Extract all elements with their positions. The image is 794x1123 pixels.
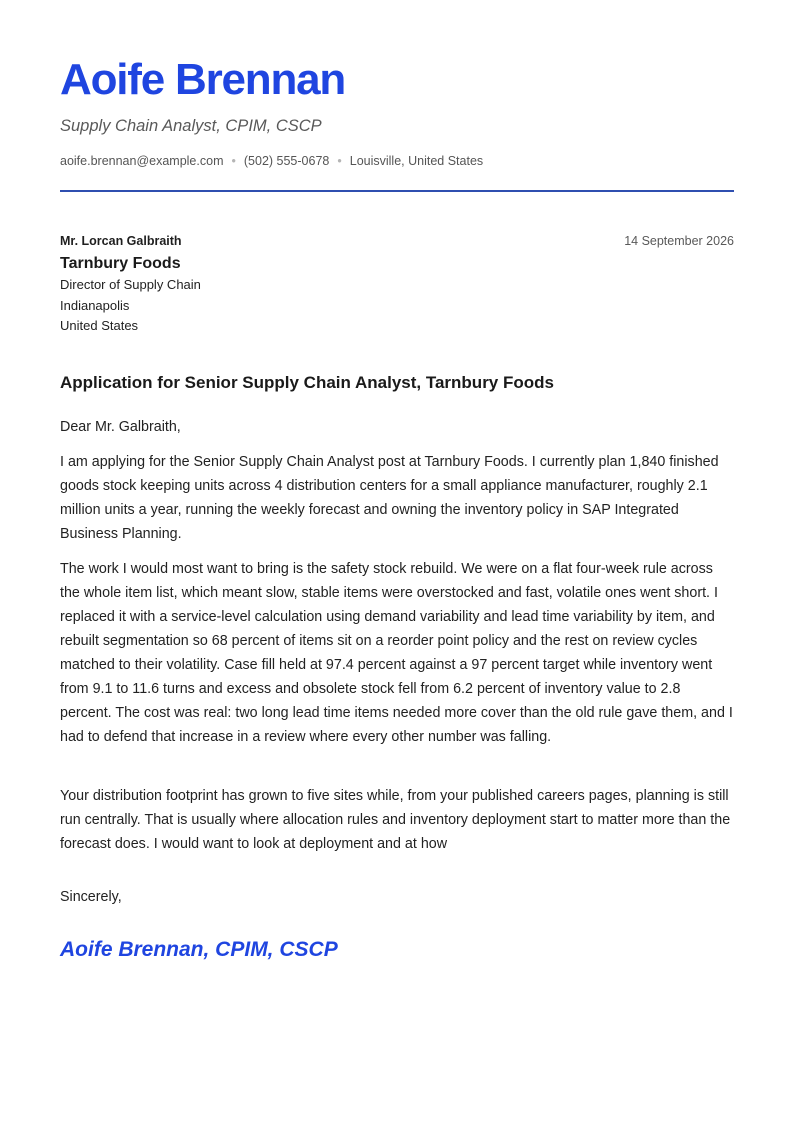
contact-phone: (502) 555-0678	[243, 154, 330, 168]
recipient-company: Tarnbury Foods	[60, 255, 181, 272]
contact-line	[60, 152, 483, 170]
recipient-title: Director of Supply Chain	[60, 277, 201, 292]
recipient-country: United States	[60, 318, 139, 333]
applicant-headline: Supply Chain Analyst, CPIM, CSCP	[60, 117, 322, 135]
body-paragraph-1: I am applying for the Senior Supply Chain Analyst post at Tarnbury Foods. I currently plan 1,840 finished goods stock keeping units across 4 distribution centers for a small appliance manufacturer, roughly 2.1 million units a year, running the weekly forecast and owning the inventory policy in SAP Integrated Business Planning.	[60, 454, 719, 542]
contact-separator: •	[337, 154, 342, 168]
letter-subject: Application for Senior Supply Chain Analyst, Tarnbury Foods	[60, 373, 554, 392]
signature: Aoife Brennan, CPIM, CSCP	[60, 938, 338, 961]
contact-location: Louisville, United States	[349, 154, 484, 168]
closing: Sincerely,	[60, 889, 122, 905]
salutation: Dear Mr. Galbraith,	[60, 419, 181, 435]
body-paragraph-3: Your distribution footprint has grown to five sites while, from your published careers pages, planning is still run centrally. That is usually where allocation rules and inventory deployment start to matter more than the forecast does. I would want to look at deployment and at how	[60, 788, 731, 852]
applicant-name: Aoife Brennan	[60, 55, 346, 104]
recipient-city: Indianapolis	[60, 298, 130, 313]
body-paragraph-2: The work I would most want to bring is the safety stock rebuild. We were on a flat four-week rule across the whole item list, which meant slow, stable items were overstocked and fast, volatile ones went short. I replaced it with a service-level calculation using demand variability and lead time variability by item, and rebuilt segmentation so 68 percent of items sit on a reorder point policy and the rest on review cycles matched to their volatility. Case fill held at 97.4 percent against a 97 percent target while inventory went from 9.1 to 11.6 turns and excess and obsolete stock fell from 6.2 percent of inventory value to 2.8 percent. The cost was real: two long lead time items needed more cover than the old rule gave them, and I had to defend that increase in a review where every other number was falling.	[60, 561, 733, 745]
header-divider	[60, 190, 734, 192]
contact-separator: •	[231, 154, 236, 168]
contact-email[interactable]: aoife.brennan@example.com	[60, 154, 224, 168]
letter-date: 14 September 2026	[624, 234, 734, 248]
recipient-name: Mr. Lorcan Galbraith	[60, 234, 182, 248]
